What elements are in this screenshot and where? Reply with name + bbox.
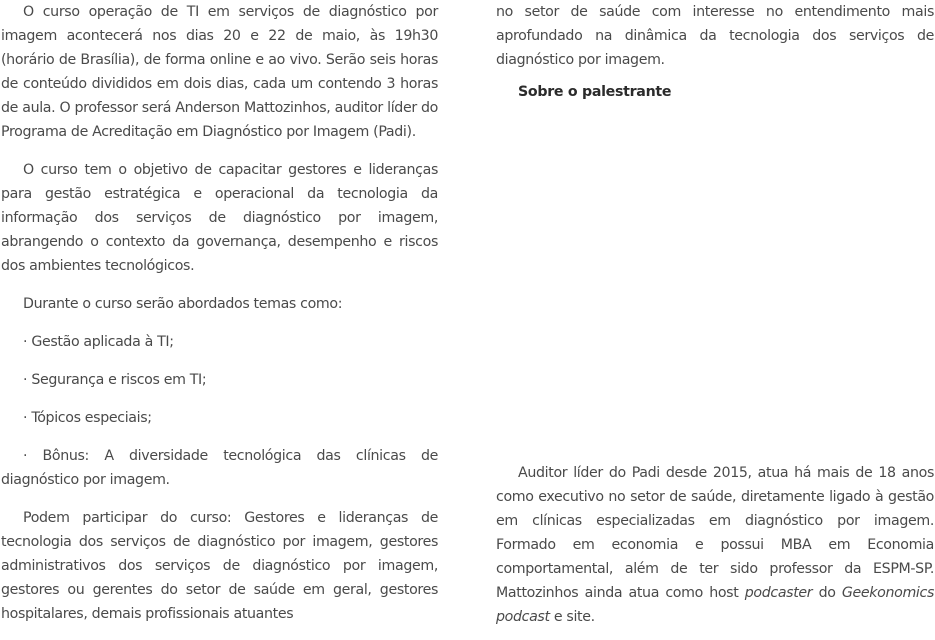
right-column [496, 0, 934, 625]
bio-text-mid: do [812, 585, 842, 601]
objective-paragraph: O curso tem o objetivo de capacitar gestores e lideranças para gestão estratégica e operacional da tecnologia da informação dos serviços de diagnóstico por imagem, abrangendo o contexto da governança, desempenho e riscos dos ambientes tecnológicos. [1, 162, 438, 274]
bio-paragraph [496, 461, 934, 629]
topic-item: · Bônus: A diversidade tecnológica das clínicas de diagnóstico por imagem. [1, 448, 438, 488]
topic-item: · Segurança e riscos em TI; [23, 372, 207, 388]
speaker-bio [496, 461, 934, 629]
bio-text-end: e site. [549, 609, 595, 625]
audience-continuation: no setor de saúde com interesse no entendimento mais aprofundado na dinâmica da tecnologia dos serviços de diagnóstico por imagem. [496, 4, 934, 68]
left-column [1, 0, 438, 640]
speaker-heading: Sobre o palestrante [518, 84, 672, 100]
topic-item: · Tópicos especiais; [23, 410, 152, 426]
bio-text: Auditor líder do Padi desde 2015, atua há mais de 18 anos como executivo no setor de saúde, diretamente ligado à gestão em clínicas especializadas em diagnóstico por imagem. Formado em economia e possui MBA em Economia comportamental, além de ter sido professor da ESPM-SP. Mattozinhos ainda atua como host [496, 465, 934, 601]
topic-item: · Gestão aplicada à TI; [23, 334, 174, 350]
topics-intro: Durante o curso serão abordados temas como: [23, 296, 343, 312]
audience-paragraph: Podem participar do curso: Gestores e lideranças de tecnologia dos serviços de diagnóstico por imagem, gestores administrativos dos serviços de diagnóstico por imagem, gestores ou gerentes do setor de saúde em geral, gestores hospitalares, demais profissionais atuantes [1, 510, 438, 622]
bio-podcast-name: Geekonomics podcast [496, 585, 934, 625]
intro-paragraph: O curso operação de TI em serviços de diagnóstico por imagem acontecerá nos dias 20 e 22 de maio, às 19h30 (horário de Brasília), de forma online e ao vivo. Serão seis horas de conteúdo divididos em dois dias, cada um contendo 3 horas de aula. O professor será Anderson Mattozinhos, auditor líder do Programa de Acreditação em Diagnóstico por Imagem (Padi). [1, 4, 438, 140]
bio-podcaster: podcaster [744, 585, 813, 601]
